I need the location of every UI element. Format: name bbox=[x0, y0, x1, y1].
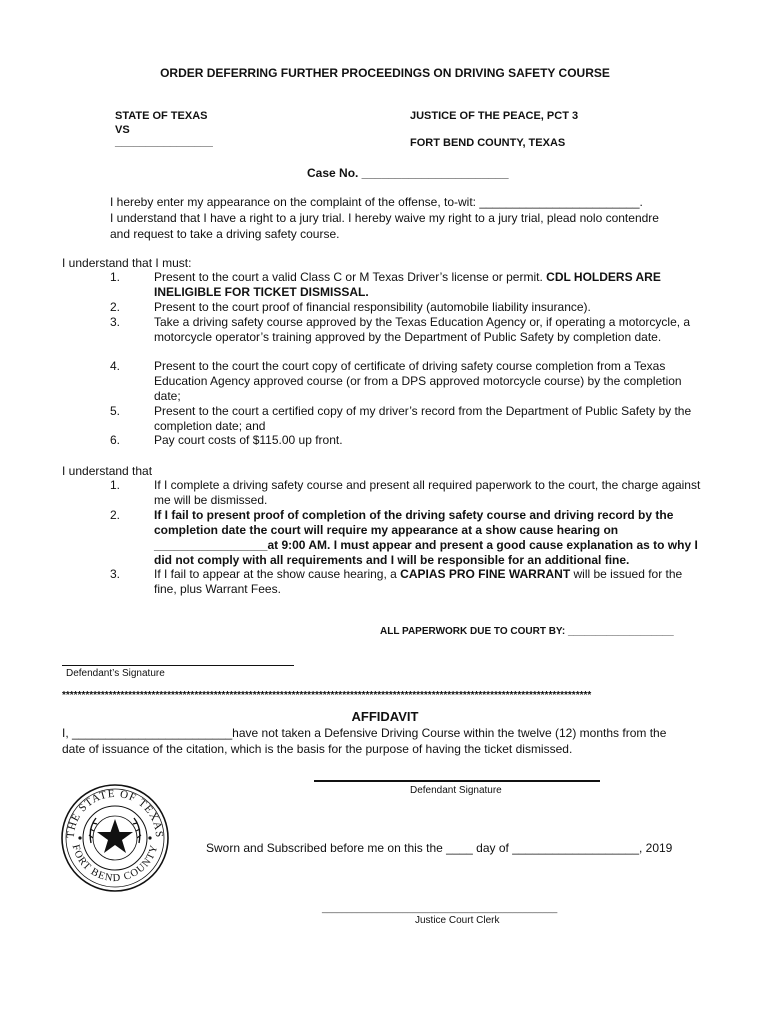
understand-item-2: If I fail to present proof of completion of the driving safety course and driving record by the completion date the court will require my appearance at a show cause hearing on _________________at 9:00 AM. I must appear and present a good cause explanation as to why I did not comply with all requirements and I will be responsible for an additional fine. bbox=[154, 508, 698, 567]
understand-item-1: If I complete a driving safety course and present all required paperwork to the court, the charge against me will be dismissed. bbox=[154, 478, 701, 507]
must-item-number: 3. bbox=[109, 315, 120, 329]
affidavit-heading: AFFIDAVIT bbox=[351, 709, 419, 724]
must-intro: I understand that I must: bbox=[62, 256, 192, 270]
cdl-warning: CDL HOLDERS ARE INELIGIBLE FOR TICKET DISMISSAL. bbox=[154, 270, 661, 299]
must-item-5: Present to the court a certified copy of my driver’s record from the Department of Public Safety by the completion date; and bbox=[154, 404, 692, 433]
paperwork-due[interactable]: ALL PAPERWORK DUE TO COURT BY: ___________________ bbox=[380, 626, 674, 637]
state-label: STATE OF TEXAS bbox=[115, 110, 208, 122]
document-title: ORDER DEFERRING FURTHER PROCEEDINGS ON DRIVING SAFETY COURSE bbox=[160, 66, 610, 80]
must-item-number: 4. bbox=[109, 359, 120, 373]
understand-intro: I understand that bbox=[62, 464, 153, 478]
must-item-number: 2. bbox=[109, 300, 120, 314]
appearance-line-2: I understand that I have a right to a jury trial. I hereby waive my right to a jury trial, plead nolo contendre bbox=[110, 211, 659, 225]
must-item-number: 6. bbox=[109, 433, 120, 447]
clerk-signature-blank[interactable]: _______________________________________________ bbox=[322, 903, 558, 913]
separator-stars: **************************************************************************************************************************************** bbox=[62, 690, 592, 701]
svg-text:FORT BEND COUNTY: FORT BEND COUNTY bbox=[69, 843, 161, 885]
county-seal-icon bbox=[60, 783, 170, 893]
county-label: FORT BEND COUNTY, TEXAS bbox=[410, 137, 566, 149]
must-item-number: 1. bbox=[109, 270, 120, 284]
court-label: JUSTICE OF THE PEACE, PCT 3 bbox=[410, 110, 579, 122]
defendant-signature-caption: Defendant Signature bbox=[410, 785, 502, 796]
understand-item-number: 2. bbox=[109, 508, 120, 522]
affidavit-line-2: date of issuance of the citation, which is the basis for the purpose of having the ticket dismissed. bbox=[62, 742, 573, 756]
must-item-6: Pay court costs of $115.00 up front. bbox=[154, 433, 343, 447]
item-3-text-c: will be issued for the fine, plus Warrant Fees. bbox=[154, 567, 683, 596]
capias-warning: CAPIAS PRO FINE WARRANT bbox=[400, 567, 571, 581]
must-item-2: Present to the court proof of financial responsibility (automobile liability insurance). bbox=[154, 300, 591, 314]
defendant-name-blank[interactable]: ________________ bbox=[115, 136, 213, 148]
appearance-line-3: and request to take a driving safety course. bbox=[110, 227, 340, 241]
understand-item-number: 3. bbox=[109, 567, 120, 581]
case-number[interactable]: Case No. ______________________ bbox=[307, 166, 509, 180]
must-item-1-text: Present to the court a valid Class C or M Texas Driver’s license or permit. bbox=[154, 270, 547, 284]
must-item-number: 5. bbox=[109, 404, 120, 418]
defendant-signature-line[interactable] bbox=[62, 665, 294, 666]
defendant-signature-label: Defendant’s Signature bbox=[66, 668, 165, 679]
must-item-3: Take a driving safety course approved by the Texas Education Agency or, if operating a motorcycle, a motorcycle operator’s training approved by the Department of Public Safety by completion date. bbox=[154, 315, 691, 344]
item-3-text-a: If I fail to appear at the show cause hearing, a bbox=[154, 567, 401, 581]
sworn-statement[interactable]: Sworn and Subscribed before me on this the ____ day of ___________________, 2019 bbox=[206, 841, 673, 855]
must-item-1 bbox=[154, 270, 704, 300]
svg-text:THE STATE OF TEXAS: THE STATE OF TEXAS bbox=[64, 787, 166, 839]
vs-label: VS bbox=[115, 124, 130, 136]
clerk-caption: Justice Court Clerk bbox=[415, 915, 500, 926]
understand-item-number: 1. bbox=[109, 478, 120, 492]
affidavit-line-1: I, ________________________have not taken a Defensive Driving Course within the twelve (12) months from the bbox=[62, 726, 667, 740]
understand-item-3 bbox=[154, 567, 704, 597]
affidavit-signature-line[interactable] bbox=[314, 780, 600, 782]
appearance-line-1: I hereby enter my appearance on the complaint of the offense, to-wit: ________________________. bbox=[110, 195, 643, 209]
must-item-4: Present to the court the court copy of certificate of driving safety course completion from a Texas Education Agency approved course (or from a DPS approved motorcycle course) by the completion date; bbox=[154, 359, 682, 403]
